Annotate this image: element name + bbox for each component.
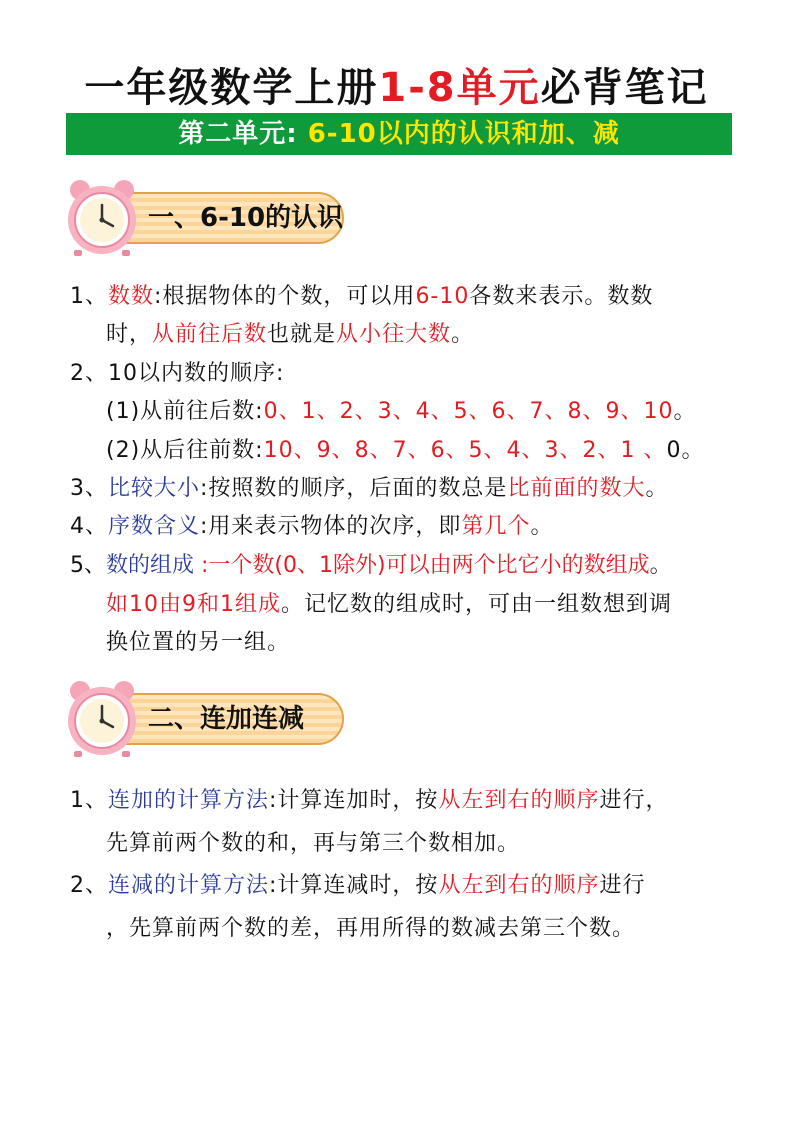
unit-banner bbox=[66, 113, 732, 155]
term-red: 从小往大数 bbox=[336, 322, 452, 347]
s2-line-4 bbox=[106, 914, 635, 944]
item-number: 2、 bbox=[70, 873, 108, 898]
title-text-end: 必背笔记 bbox=[540, 65, 709, 111]
term-red: 从前往后数 bbox=[152, 322, 268, 347]
title-text: 一年级数学上册 bbox=[84, 65, 379, 111]
text: 先算前两个数的和，再与第三个数相加。 bbox=[106, 831, 521, 856]
text: 进行 bbox=[599, 873, 646, 898]
item-number: 2、 bbox=[70, 361, 108, 386]
term-red: 比前面的数大 bbox=[507, 476, 646, 501]
text: 。 bbox=[673, 399, 697, 424]
term-red: :一个数(0、1除外)可以由两个比它小的数组成 bbox=[201, 553, 650, 578]
term-red: 数数 bbox=[108, 284, 155, 309]
s2-line-2 bbox=[106, 829, 520, 859]
section-header-2 bbox=[60, 679, 360, 759]
text: 0。 bbox=[666, 438, 705, 463]
text: 。 bbox=[649, 553, 672, 578]
term-red: 0、1、2、3、4、5、6、7、8、9、10 bbox=[263, 399, 674, 424]
title-highlight: 1-8单元 bbox=[378, 65, 541, 111]
s1-line-5 bbox=[106, 436, 705, 466]
term-red: 第几个 bbox=[461, 514, 531, 539]
text: 。 bbox=[451, 322, 475, 347]
s1-line-6 bbox=[70, 474, 668, 504]
item-number: 5、 bbox=[70, 553, 106, 578]
item-number: 4、 bbox=[70, 514, 108, 539]
banner-unit: 第二单元: bbox=[178, 119, 308, 149]
term-red: 如10由9和1组成 bbox=[106, 592, 281, 617]
term-red: 从左到右的顺序 bbox=[438, 873, 600, 898]
s1-line-7 bbox=[70, 512, 553, 542]
text: 。记忆数的组成时，可由一组数想到调 bbox=[281, 592, 673, 617]
section-title-1: 一、6-10的认识 bbox=[148, 203, 344, 233]
section-title-2: 二、连加连减 bbox=[148, 704, 305, 734]
term-blue: 比较大小 bbox=[108, 476, 201, 501]
text: (2)从后往前数: bbox=[106, 438, 264, 463]
s1-line-9 bbox=[106, 590, 672, 620]
text: 进行， bbox=[599, 788, 669, 813]
text: 时， bbox=[106, 322, 153, 347]
text: :根据物体的个数，可以用 bbox=[154, 284, 416, 309]
s1-line-3 bbox=[70, 359, 284, 389]
text: :用来表示物体的次序，即 bbox=[200, 514, 462, 539]
s1-line-10 bbox=[106, 628, 290, 658]
s1-line-8 bbox=[70, 551, 672, 581]
item-number: 1、 bbox=[70, 788, 108, 813]
text: 换位置的另一组。 bbox=[106, 630, 291, 655]
text: 10以内数的顺序: bbox=[108, 361, 285, 386]
text: 。 bbox=[530, 514, 554, 539]
section-header-1 bbox=[60, 178, 360, 258]
term-red: 10、9、8、7、6、5、4、3、2、1 、 bbox=[263, 438, 667, 463]
alarm-clock-icon bbox=[60, 679, 144, 759]
s1-line-2 bbox=[106, 320, 474, 350]
text: ，先算前两个数的差，再用所得的数减去第三个数。 bbox=[106, 916, 636, 941]
s1-line-4 bbox=[106, 397, 697, 427]
s2-line-3 bbox=[70, 871, 645, 901]
term-blue: 序数含义 bbox=[108, 514, 201, 539]
text: :按照数的顺序，后面的数总是 bbox=[200, 476, 508, 501]
item-number: 1、 bbox=[70, 284, 108, 309]
banner-topic: 6-10以内的认识和加、减 bbox=[307, 119, 620, 149]
alarm-clock-icon bbox=[60, 178, 144, 258]
text: :计算连减时，按 bbox=[269, 873, 439, 898]
term-red: 从左到右的顺序 bbox=[438, 788, 600, 813]
text: 。 bbox=[645, 476, 669, 501]
term-blue: 数的组成 bbox=[106, 553, 201, 578]
text: 也就是 bbox=[267, 322, 337, 347]
term-red: 6-10 bbox=[415, 284, 470, 309]
text: :计算连加时，按 bbox=[269, 788, 439, 813]
term-blue: 连减的计算方法 bbox=[108, 873, 270, 898]
page-title bbox=[0, 56, 793, 113]
s1-line-1 bbox=[70, 282, 653, 312]
text: (1)从前往后数: bbox=[106, 399, 264, 424]
text: 各数来表示。数数 bbox=[469, 284, 654, 309]
item-number: 3、 bbox=[70, 476, 108, 501]
term-blue: 连加的计算方法 bbox=[108, 788, 270, 813]
s2-line-1 bbox=[70, 786, 668, 816]
